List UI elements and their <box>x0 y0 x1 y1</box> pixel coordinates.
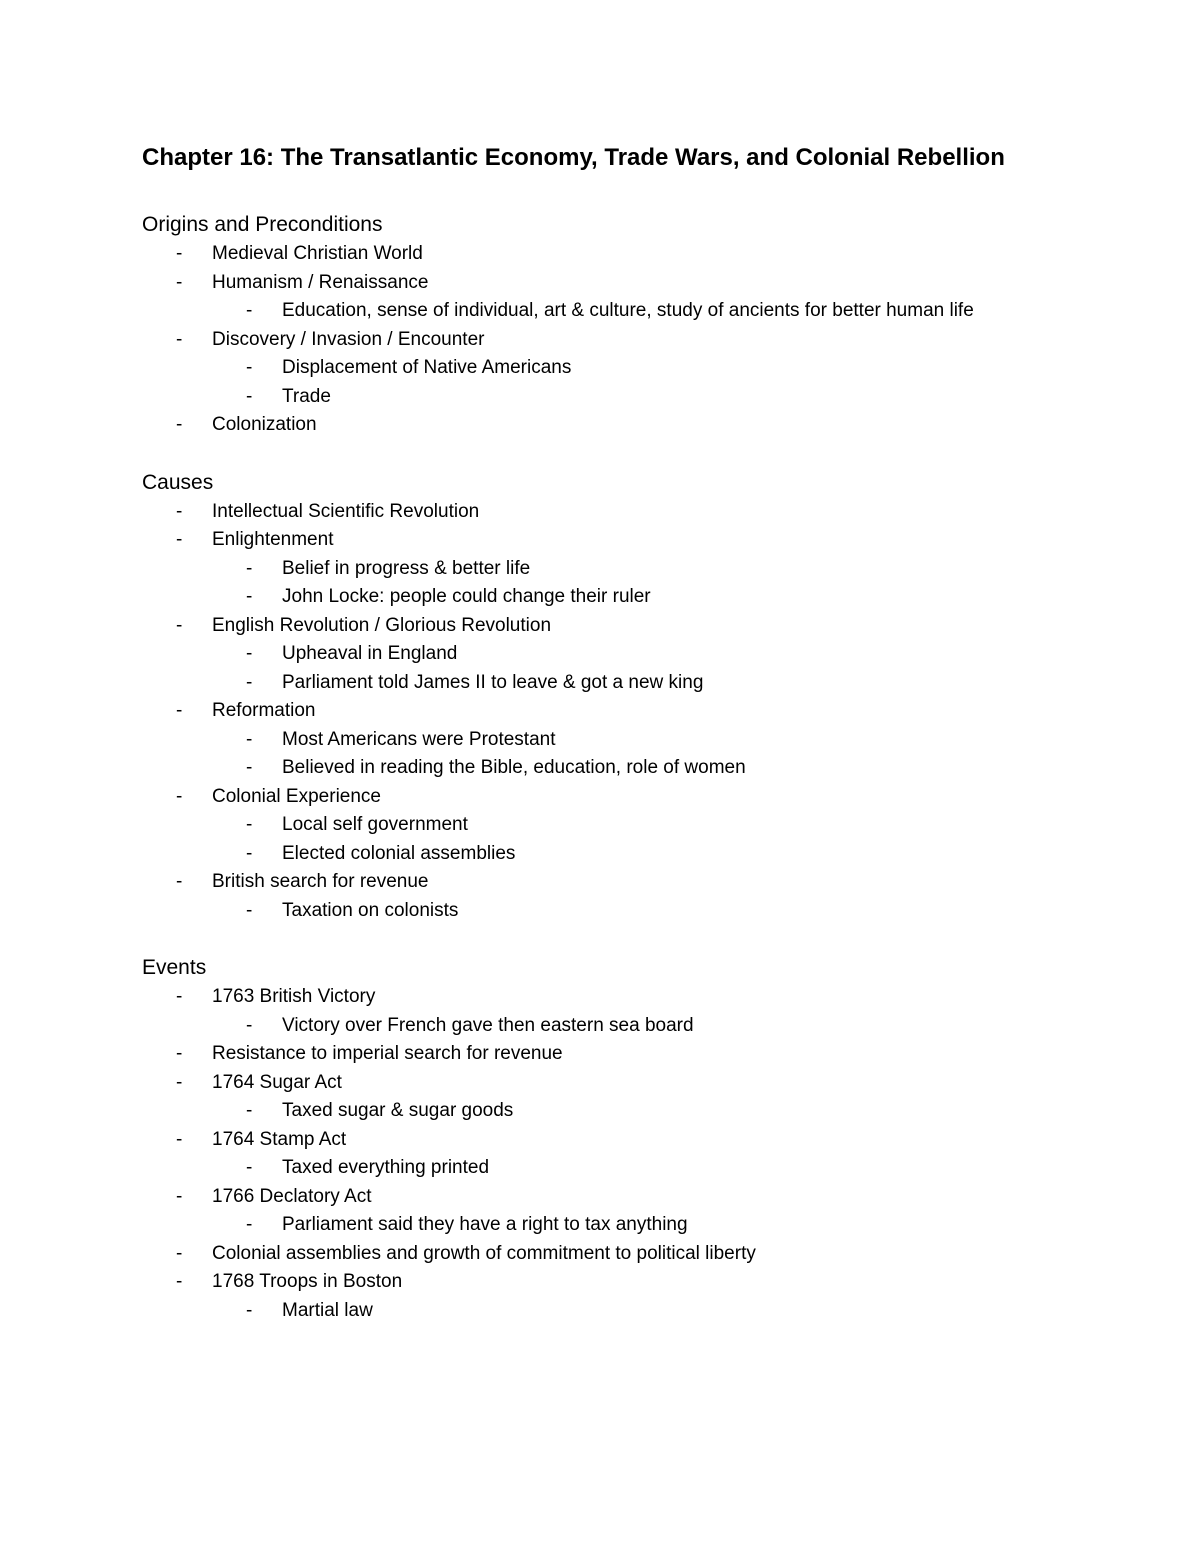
sub-list-wrapper <box>212 555 1062 612</box>
list-item <box>142 498 1062 527</box>
sub-bullet-list <box>212 726 1062 783</box>
bullet-list <box>142 983 1062 1325</box>
list-item-text: Resistance to imperial search for revenue <box>212 1043 563 1064</box>
section <box>142 210 1062 440</box>
sub-list-wrapper <box>212 640 1062 697</box>
list-item <box>142 868 1062 925</box>
section-heading: Events <box>142 956 207 979</box>
sub-list-item <box>212 840 1062 869</box>
sub-list-item <box>212 726 1062 755</box>
sub-bullet-list <box>212 897 1062 926</box>
sub-list-wrapper <box>212 297 1062 326</box>
list-item <box>142 269 1062 326</box>
bullet-dash: - <box>246 300 253 321</box>
list-item <box>142 1183 1062 1240</box>
bullet-dash: - <box>176 243 183 264</box>
bullet-dash: - <box>176 1185 183 1207</box>
list-item <box>142 983 1062 1040</box>
sub-list-item-text: Taxed everything printed <box>282 1157 490 1178</box>
bullet-dash: - <box>246 643 253 664</box>
section-spacer <box>142 925 1062 953</box>
sub-list-item <box>212 555 1062 584</box>
list-item <box>142 783 1062 869</box>
sub-list-item <box>212 640 1062 669</box>
sub-bullet-list <box>212 1097 1062 1126</box>
sub-list-item-text: Parliament said they have a right to tax anything <box>282 1214 688 1235</box>
section-spacer <box>142 176 1062 210</box>
sub-bullet-list <box>212 1012 1062 1041</box>
sub-list-item <box>212 1297 1062 1326</box>
sub-list-wrapper <box>212 1012 1062 1041</box>
bullet-dash: - <box>246 728 253 750</box>
section-spacer <box>142 440 1062 468</box>
bullet-dash: - <box>246 814 253 835</box>
bullet-dash: - <box>246 899 253 921</box>
document-page <box>142 140 1062 1325</box>
list-item-text: Intellectual Scientific Revolution <box>212 500 480 522</box>
sub-list-item-text: Taxation on colonists <box>282 899 459 921</box>
sub-list-item <box>212 1097 1062 1126</box>
bullet-dash: - <box>246 1157 253 1178</box>
sub-list-item-text: Trade <box>282 385 331 407</box>
sub-bullet-list <box>212 354 1062 411</box>
sub-list-item-text: Believed in reading the Bible, education, role of women <box>282 757 746 778</box>
list-item-text: 1768 Troops in Boston <box>212 1271 403 1292</box>
sub-list-item-text: Taxed sugar & sugar goods <box>282 1100 514 1121</box>
sub-list-item <box>212 383 1062 412</box>
sub-list-item-text: Belief in progress & better life <box>282 557 531 579</box>
page-title <box>142 140 1062 176</box>
sub-list-wrapper <box>212 726 1062 783</box>
bullet-dash: - <box>246 671 253 693</box>
sub-list-item-text: Local self government <box>282 814 468 835</box>
sub-list-wrapper <box>212 354 1062 411</box>
sub-list-item <box>212 754 1062 783</box>
list-item-text: English Revolution / Glorious Revolution <box>212 614 552 636</box>
sub-list-item <box>212 583 1062 612</box>
sub-list-item <box>212 811 1062 840</box>
bullet-dash: - <box>246 1014 253 1036</box>
bullet-dash: - <box>246 1100 253 1121</box>
notes-body <box>142 176 1062 1325</box>
bullet-dash: - <box>246 757 253 778</box>
bullet-dash: - <box>176 1071 183 1093</box>
list-item-text: Humanism / Renaissance <box>212 271 429 293</box>
bullet-dash: - <box>176 614 183 636</box>
bullet-list <box>142 240 1062 440</box>
list-item <box>142 612 1062 698</box>
list-item-text: Colonial assemblies and growth of commitment to political liberty <box>212 1242 756 1264</box>
sub-bullet-list <box>212 1297 1062 1326</box>
list-item-text: 1764 Sugar Act <box>212 1071 342 1093</box>
sub-list-wrapper <box>212 811 1062 868</box>
list-item-text: Reformation <box>212 700 316 721</box>
bullet-dash: - <box>176 871 183 892</box>
list-item-text: Colonial Experience <box>212 785 381 807</box>
bullet-dash: - <box>176 785 183 807</box>
sub-list-item <box>212 1154 1062 1183</box>
list-item <box>142 1268 1062 1325</box>
bullet-dash: - <box>246 842 253 864</box>
sub-list-wrapper <box>212 1154 1062 1183</box>
list-item <box>142 1126 1062 1183</box>
list-item-text: Medieval Christian World <box>212 243 423 264</box>
bullet-dash: - <box>176 414 183 435</box>
sub-list-wrapper <box>212 1097 1062 1126</box>
bullet-dash: - <box>176 328 183 350</box>
list-item-text: Colonization <box>212 414 317 435</box>
sub-list-item-text: Upheaval in England <box>282 643 458 664</box>
chapter-title: The Transatlantic Economy, Trade Wars, and Colonial Rebellion <box>274 144 1005 171</box>
sub-list-item <box>212 297 1062 326</box>
sub-list-item-text: Most Americans were Protestant <box>282 728 556 750</box>
bullet-dash: - <box>176 500 183 522</box>
list-item-text: 1763 British Victory <box>212 986 376 1007</box>
bullet-dash: - <box>176 529 183 550</box>
chapter-number: Chapter 16: <box>142 144 275 171</box>
bullet-dash: - <box>176 271 183 293</box>
sub-list-item <box>212 897 1062 926</box>
list-item-text: 1764 Stamp Act <box>212 1128 347 1150</box>
sub-bullet-list <box>212 1154 1062 1183</box>
bullet-dash: - <box>246 385 253 407</box>
bullet-dash: - <box>246 557 253 579</box>
sub-list-item <box>212 669 1062 698</box>
sub-bullet-list <box>212 555 1062 612</box>
sub-bullet-list <box>212 1211 1062 1240</box>
sub-list-item-text: Education, sense of individual, art & culture, study of ancients for better human life <box>282 300 974 321</box>
sub-list-item-text: Victory over French gave then eastern sea board <box>282 1014 694 1036</box>
bullet-dash: - <box>176 1242 183 1264</box>
sub-bullet-list <box>212 640 1062 697</box>
section <box>142 953 1062 1325</box>
sub-list-item <box>212 1211 1062 1240</box>
sub-list-item-text: Parliament told James II to leave & got a new king <box>282 671 704 693</box>
list-item <box>142 1069 1062 1126</box>
section-heading: Causes <box>142 470 214 494</box>
list-item <box>142 326 1062 412</box>
list-item <box>142 411 1062 440</box>
sub-list-item-text: Elected colonial assemblies <box>282 842 516 864</box>
sub-list-item <box>212 354 1062 383</box>
list-item <box>142 697 1062 783</box>
bullet-dash: - <box>176 700 183 721</box>
bullet-dash: - <box>176 986 183 1007</box>
sub-list-wrapper <box>212 1297 1062 1326</box>
sub-list-wrapper <box>212 897 1062 926</box>
sub-list-item-text: Displacement of Native Americans <box>282 357 572 378</box>
section-heading: Origins and Preconditions <box>142 213 383 236</box>
sub-list-item <box>212 1012 1062 1041</box>
bullet-dash: - <box>246 1299 253 1321</box>
list-item <box>142 1040 1062 1069</box>
section <box>142 468 1062 926</box>
list-item-text: Discovery / Invasion / Encounter <box>212 328 485 350</box>
bullet-list <box>142 498 1062 926</box>
bullet-dash: - <box>176 1128 183 1150</box>
list-item-text: British search for revenue <box>212 871 429 892</box>
bullet-dash: - <box>176 1271 183 1292</box>
list-item <box>142 1240 1062 1269</box>
bullet-dash: - <box>246 357 253 378</box>
list-item <box>142 526 1062 612</box>
list-item-text: Enlightenment <box>212 529 334 550</box>
bullet-dash: - <box>246 1214 253 1235</box>
sub-list-item-text: Martial law <box>282 1299 373 1321</box>
bullet-dash: - <box>176 1043 183 1064</box>
sub-bullet-list <box>212 297 1062 326</box>
sub-list-wrapper <box>212 1211 1062 1240</box>
bullet-dash: - <box>246 586 253 607</box>
sub-bullet-list <box>212 811 1062 868</box>
list-item <box>142 240 1062 269</box>
sub-list-item-text: John Locke: people could change their ruler <box>282 586 651 607</box>
list-item-text: 1766 Declatory Act <box>212 1185 372 1207</box>
